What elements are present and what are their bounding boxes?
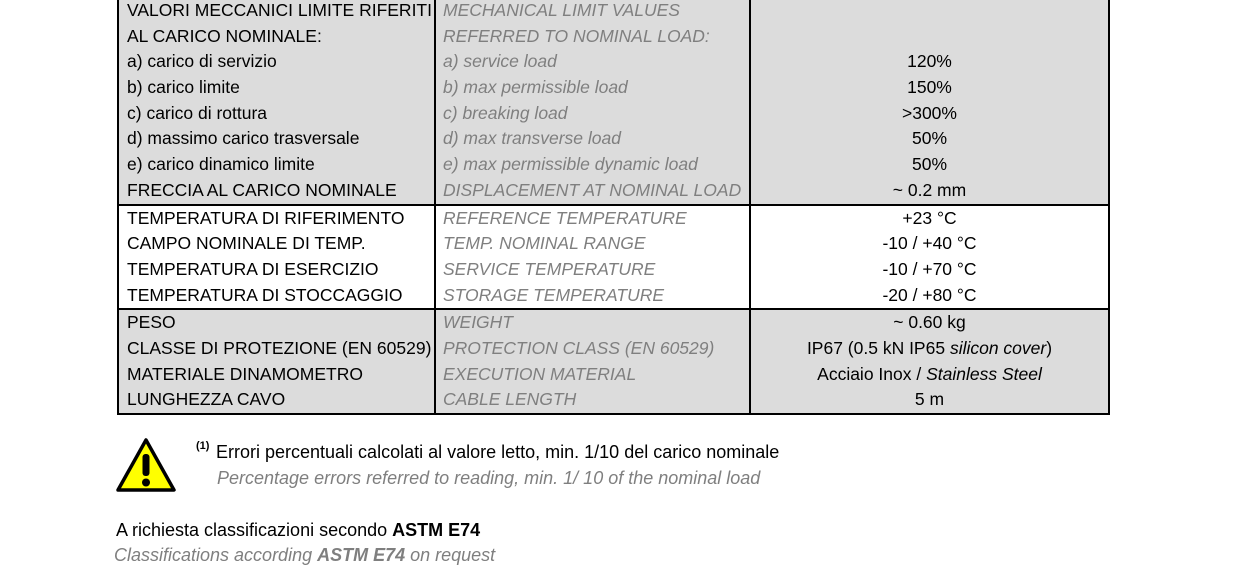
italian-labels-column <box>118 205 435 310</box>
spec-table <box>117 0 1110 415</box>
label-it: AL CARICO NOMINALE: <box>127 25 322 46</box>
label-it: e) carico dinamico limite <box>127 154 315 175</box>
italian-labels-column <box>118 0 435 205</box>
value-cell: 50% <box>911 154 948 175</box>
label-en: EXECUTION MATERIAL <box>443 363 637 384</box>
spec-section-temperature <box>118 205 1109 310</box>
label-en: REFERENCE TEMPERATURE <box>443 207 687 228</box>
value-cell: -10 / +70 °C <box>882 258 977 279</box>
label-it: TEMPERATURA DI ESERCIZIO <box>127 258 379 279</box>
value-cell: >300% <box>902 102 957 123</box>
values-column <box>750 205 1109 310</box>
value-cell: 50% <box>911 128 948 149</box>
label-en: WEIGHT <box>443 312 513 333</box>
values-column <box>750 0 1109 205</box>
value-material <box>751 362 1108 388</box>
value-cell: +23 °C <box>902 207 957 228</box>
label-it: MATERIALE DINAMOMETRO <box>127 363 363 384</box>
label-en: TEMP. NOMINAL RANGE <box>443 233 646 254</box>
value-cell <box>751 24 1108 50</box>
label-en: SERVICE TEMPERATURE <box>443 258 656 279</box>
value-cell: 120% <box>907 51 952 72</box>
value-weight: ~ 0.60 kg <box>893 312 966 333</box>
label-it: TEMPERATURA DI STOCCAGGIO <box>127 284 403 305</box>
label-en: PROTECTION CLASS (EN 60529) <box>443 337 715 358</box>
label-it: CAMPO NOMINALE DI TEMP. <box>127 233 366 254</box>
label-en: CABLE LENGTH <box>443 389 577 410</box>
astm-en-standard: ASTM E74 <box>317 545 406 565</box>
english-labels-column <box>435 0 750 205</box>
value-cell: 150% <box>907 77 952 98</box>
astm-note-english <box>114 545 495 566</box>
warning-triangle-icon <box>115 437 177 493</box>
label-en: a) service load <box>443 51 557 72</box>
italian-labels-column <box>118 309 435 414</box>
value-protection <box>751 336 1108 362</box>
label-en: b) max permissible load <box>443 77 628 98</box>
value-cable: 5 m <box>914 389 945 410</box>
value-material-part: Acciaio Inox / <box>817 363 927 384</box>
value-cell: -10 / +40 °C <box>882 233 977 254</box>
label-en: e) max permissible dynamic load <box>443 154 698 175</box>
footnote-italian: Errori percentuali calcolati al valore letto, min. 1/10 del carico nominale <box>216 442 780 462</box>
label-en: d) max transverse load <box>443 128 621 149</box>
value-protection-italic: silicon cover <box>949 337 1047 358</box>
spec-section-physical <box>118 309 1109 414</box>
footnote-english: Percentage errors referred to reading, min. 1/ 10 of the nominal load <box>217 468 761 488</box>
label-it: LUNGHEZZA CAVO <box>127 389 286 410</box>
label-en: DISPLACEMENT AT NOMINAL LOAD <box>443 179 742 200</box>
astm-it-standard: ASTM E74 <box>392 520 481 540</box>
value-protection-close: ) <box>1046 337 1053 358</box>
english-labels-column <box>435 309 750 414</box>
value-material-italic: Stainless Steel <box>926 363 1042 384</box>
footnote-marker: (1) <box>196 440 210 452</box>
value-cell <box>751 0 1108 24</box>
astm-it-prefix: A richiesta classificazioni secondo <box>116 520 393 540</box>
label-it: CLASSE DI PROTEZIONE (EN 60529) <box>127 337 432 358</box>
label-en: MECHANICAL LIMIT VALUES <box>443 0 680 20</box>
astm-en-suffix: on request <box>405 545 496 565</box>
label-it: d) massimo carico trasversale <box>127 128 360 149</box>
label-en: STORAGE TEMPERATURE <box>443 284 665 305</box>
value-protection-part: IP67 (0.5 kN IP65 <box>806 337 950 358</box>
label-it: a) carico di servizio <box>127 51 277 72</box>
label-it: VALORI MECCANICI LIMITE RIFERITI <box>127 0 432 20</box>
label-en: REFERRED TO NOMINAL LOAD: <box>443 25 710 46</box>
label-it: FRECCIA AL CARICO NOMINALE <box>127 179 397 200</box>
label-it: TEMPERATURA DI RIFERIMENTO <box>127 207 405 228</box>
spec-section-mechanical <box>118 0 1109 205</box>
astm-en-prefix: Classifications according <box>114 545 318 565</box>
label-it: c) carico di rottura <box>127 102 268 123</box>
english-labels-column <box>435 205 750 310</box>
label-en: c) breaking load <box>443 102 568 123</box>
values-column <box>750 309 1109 414</box>
astm-note-italian <box>116 520 480 541</box>
label-it: PESO <box>127 312 176 333</box>
label-it: b) carico limite <box>127 77 240 98</box>
value-cell: -20 / +80 °C <box>882 284 977 305</box>
value-cell: ~ 0.2 mm <box>892 179 967 200</box>
